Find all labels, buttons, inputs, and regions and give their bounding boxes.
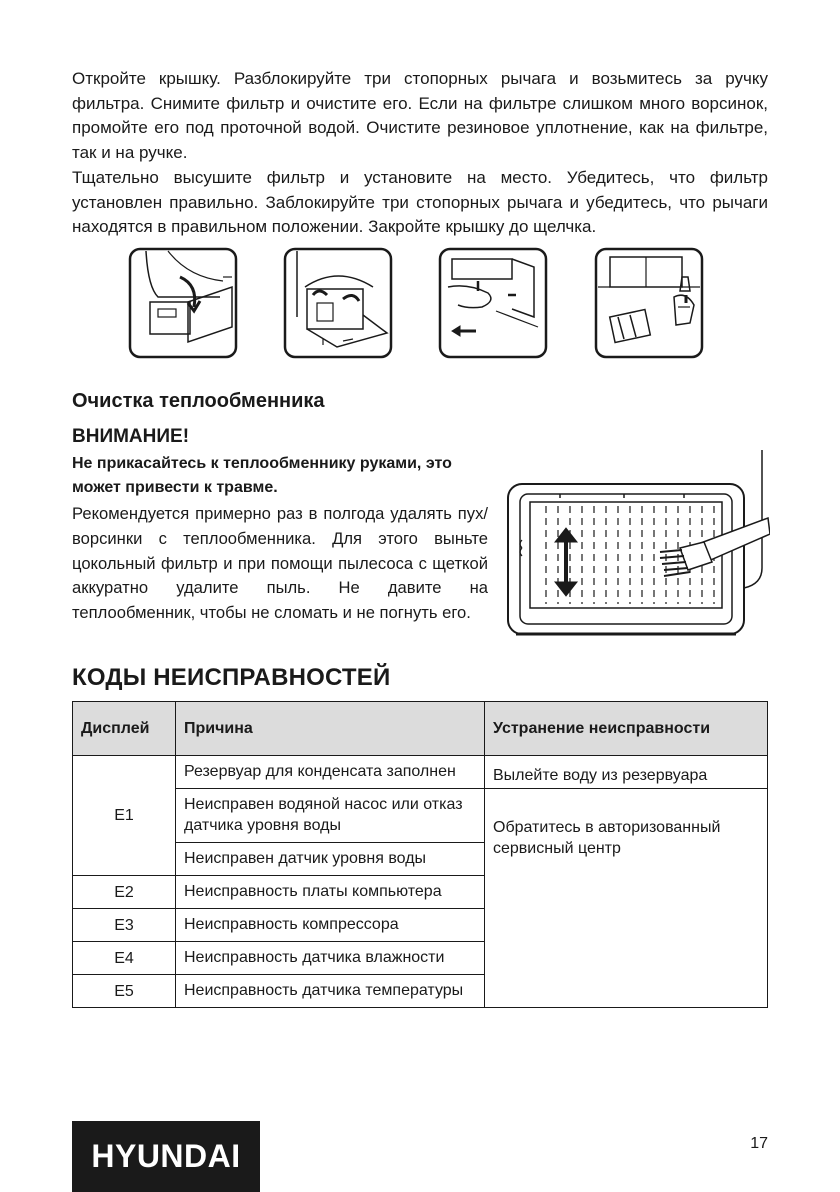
brand-logo: HYUNDAI xyxy=(72,1121,260,1192)
fault-cause: Резервуар для конденсата заполнен xyxy=(176,756,485,789)
section-title: Очистка теплообменника xyxy=(72,390,325,412)
display-code: E4 xyxy=(73,942,176,975)
filter-insert-icon xyxy=(438,247,548,359)
header-fix: Устранение неисправности xyxy=(485,702,768,756)
warning-title: ВНИМАНИЕ! xyxy=(72,426,190,447)
table-row xyxy=(73,789,768,843)
fault-codes-table xyxy=(72,701,768,1008)
fault-cause: Неисправность датчика температуры xyxy=(176,975,485,1008)
filter-wash-icon xyxy=(594,247,704,359)
filter-remove-icon xyxy=(283,247,393,359)
header-display: Дисплей xyxy=(73,702,176,756)
fault-cause: Неисправен водяной насос или отказ датчика уровня воды xyxy=(176,789,485,843)
fault-cause: Неисправен датчик уровня воды xyxy=(176,843,485,876)
fault-codes-title: КОДЫ НЕИСПРАВНОСТЕЙ xyxy=(72,664,391,691)
fault-fix: Обратитесь в авторизованный сервисный центр xyxy=(485,789,768,1008)
warning-text: Не прикасайтесь к теплообменнику руками, это может привести к травме. xyxy=(72,455,452,496)
fault-cause: Неисправность платы компьютера xyxy=(176,876,485,909)
display-code: E2 xyxy=(73,876,176,909)
table-row xyxy=(73,756,768,789)
fault-fix: Вылейте воду из резервуара xyxy=(485,756,768,789)
fault-cause: Неисправность датчика влажности xyxy=(176,942,485,975)
heat-exchanger-instructions: Рекомендуется примерно раз в полгода удалять пух/ворсинки с теплообменника. Для этого выньте цокольный фильтр и при помощи пылесоса с щеткой аккуратно удалите пыль. Не давите на теплообменник, чтобы не сломать и не погнуть его. xyxy=(72,504,488,623)
display-code: E3 xyxy=(73,909,176,942)
table-header-row xyxy=(73,702,768,756)
header-cause: Причина xyxy=(176,702,485,756)
display-code: E5 xyxy=(73,975,176,1008)
fault-cause: Неисправность компрессора xyxy=(176,909,485,942)
page-number: 17 xyxy=(750,1135,768,1152)
instruction-paragraph-1: Откройте крышку. Разблокируйте три стопорных рычага и возьмитесь за ручку фильтра. Снимите фильтр и очистите его. Если на фильтре слишком много ворсинок, промойте его под проточной водой. Очистите резиновое уплотнение, как на фильтре, так и на ручке. xyxy=(72,69,768,162)
heat-exchanger-vacuum-icon xyxy=(500,448,770,644)
filter-open-icon xyxy=(128,247,238,359)
instruction-paragraph-2: Тщательно высушите фильтр и установите на место. Убедитесь, что фильтр установлен правильно. Заблокируйте три стопорных рычага и убедитесь, что рычаги находятся в правильном положении. Закройте крышку до щелчка. xyxy=(72,168,768,236)
display-code: E1 xyxy=(73,756,176,876)
